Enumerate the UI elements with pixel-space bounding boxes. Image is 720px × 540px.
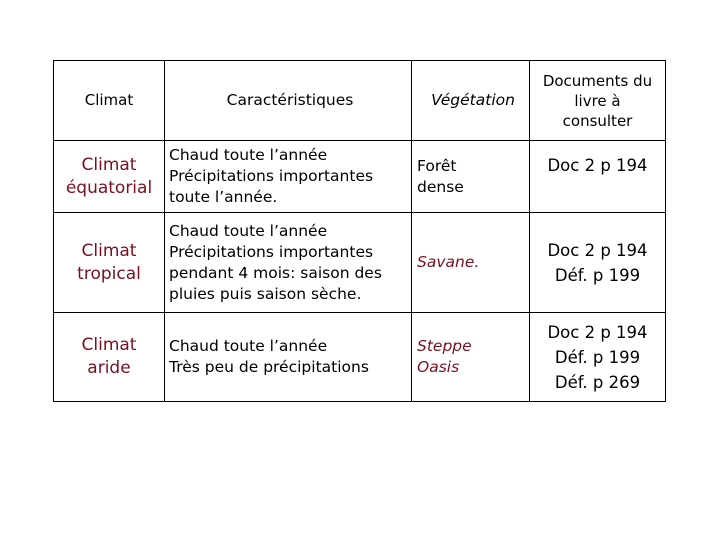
table-header-row xyxy=(54,61,666,141)
climate-table xyxy=(53,60,666,402)
climate-name-cell: Climat équatorial xyxy=(54,141,165,213)
header-caracteristiques: Caractéristiques xyxy=(165,61,412,141)
characteristics-cell: Chaud toute l’année Précipitations importantes toute l’année. xyxy=(165,141,412,213)
climate-name-cell: Climat aride xyxy=(54,313,165,402)
characteristics-cell: Chaud toute l’année Précipitations importantes pendant 4 mois: saison des pluies puis saison sèche. xyxy=(165,213,412,313)
characteristics-cell: Chaud toute l’année Très peu de précipitations xyxy=(165,313,412,402)
documents-cell: Doc 2 p 194 Déf. p 199 xyxy=(530,213,666,313)
table-row xyxy=(54,141,666,213)
header-climat: Climat xyxy=(54,61,165,141)
table-row xyxy=(54,213,666,313)
table-row xyxy=(54,313,666,402)
header-vegetation: Végétation xyxy=(412,61,530,141)
documents-cell: Doc 2 p 194 xyxy=(530,141,666,213)
vegetation-cell: Steppe Oasis xyxy=(412,313,530,402)
documents-cell: Doc 2 p 194 Déf. p 199 Déf. p 269 xyxy=(530,313,666,402)
vegetation-cell: Forêt dense xyxy=(412,141,530,213)
climate-name-cell: Climat tropical xyxy=(54,213,165,313)
vegetation-cell: Savane. xyxy=(412,213,530,313)
header-documents: Documents du livre à consulter xyxy=(530,61,666,141)
